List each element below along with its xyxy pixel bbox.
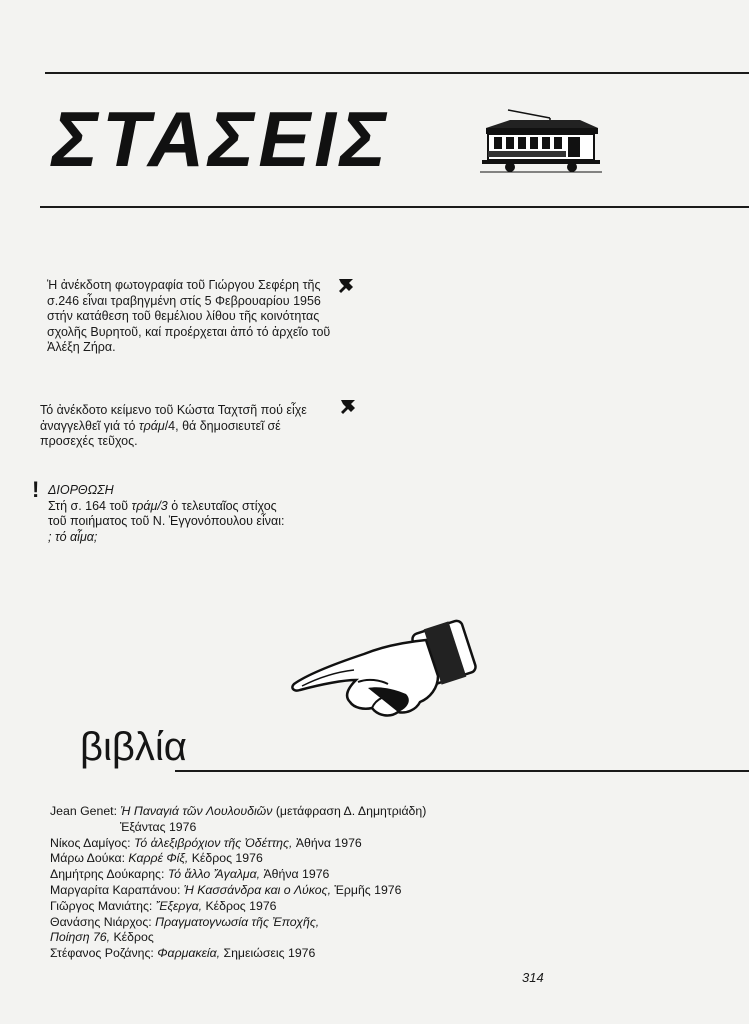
book-item: [50, 915, 570, 931]
book-item: [50, 930, 570, 946]
book-title: Πραγματογνωσία τῆς Ἐποχῆς,: [155, 914, 320, 929]
book-publisher: Κέδρος 1976: [202, 898, 277, 913]
exclamation-icon: !: [32, 477, 40, 502]
book-title: Ἡ Παναγιά τῶν Λουλουδιῶν: [120, 804, 273, 818]
book-author: Θανάσης Νιάρχος:: [50, 914, 156, 929]
note-text-journal: τράμ: [138, 418, 165, 433]
book-publisher: Ἑρμῆς 1976: [331, 882, 402, 897]
book-title: Ἡ Κασσάνδρα και ο Λύκος,: [183, 882, 332, 897]
book-item: [50, 851, 570, 867]
book-author: Μαργαρίτα Καραπάνου:: [50, 882, 184, 897]
book-author: Μάρω Δούκα:: [50, 851, 129, 866]
top-rule: [45, 72, 749, 74]
book-author: Νίκος Δαμίγος:: [50, 835, 135, 850]
book-item: [50, 883, 570, 899]
correction-line-1: [48, 499, 368, 515]
correction-line-1-start: Στή σ. 164 τοῦ: [48, 498, 132, 513]
books-heading: βιβλία: [80, 725, 187, 769]
correction-line-2: τοῦ ποιήματος τοῦ Ν. Ἐγγονόπουλου εἶναι:: [48, 514, 285, 529]
book-title: Ἔξεργα,: [155, 898, 203, 913]
note-photo: Ἡ ἀνέκδοτη φωτογραφία τοῦ Γιώργου Σεφέρη τῆς σ.246 εἶναι τραβηγμένη στίς 5 Φεβρουαρίου 1956 στήν κατάθεση τοῦ θεμέλιου λίθου τῆς κοινότητας σχολῆς Βυρητοῦ, καί προέρχεται ἀπό τό ἀρχεῖο τοῦ Ἀλέξη Ζήρα.: [47, 278, 331, 355]
correction-heading: ΔΙΟΡΘΩΣΗ: [48, 483, 114, 497]
book-author: Δημήτρης Δούκαρης:: [50, 867, 168, 882]
book-title: Τό ἄλλο Ἄγαλμα,: [167, 867, 261, 882]
pointing-hand-icon: [288, 618, 480, 722]
book-item: [50, 946, 570, 962]
correction-line-1-journal: τράμ/3: [131, 498, 168, 513]
book-author: Jean Genet:: [50, 804, 121, 818]
book-publisher: (μετάφραση Δ. Δημητριάδη): [272, 804, 427, 818]
arrow-mark-icon: [338, 397, 358, 417]
book-item: [50, 836, 570, 852]
section-rule: [40, 206, 749, 208]
book-title: Καρρέ Φίξ,: [128, 851, 189, 866]
book-item: [50, 804, 570, 820]
correction-line-3: ; τό αἷμα;: [48, 529, 98, 544]
book-title: Τό ἀλεξιβρόχιον τῆς Ὀδέττης,: [134, 835, 293, 850]
book-publisher: Ἀθήνα 1976: [292, 835, 362, 850]
book-item: [50, 899, 570, 915]
book-publisher: Ἐξάντας 1976: [120, 819, 197, 834]
arrow-mark-icon: [336, 276, 356, 296]
note-text-start: Τό ἀνέκδοτο κείμενο τοῦ Κώστα Ταχτσῆ πού εἶχε ἀναγγελθεῖ γιά τό: [40, 403, 307, 433]
book-item: [50, 867, 570, 883]
note-text: [40, 403, 330, 450]
correction-line-1-end: ὁ τελευταῖος στίχος: [167, 498, 277, 513]
page-number: 314: [522, 970, 544, 985]
book-item: [50, 820, 570, 836]
tram-icon: [480, 106, 602, 174]
page-title: ΣΤΑΣΕΙΣ: [52, 95, 391, 183]
book-publisher: Κέδρος: [110, 930, 154, 945]
book-publisher: Κέδρος 1976: [188, 851, 263, 866]
book-title: Φαρμακεία,: [157, 946, 221, 961]
note-text-end: /4, θά δημοσιευτεῖ σέ προσεχές τεῦχος.: [40, 418, 281, 449]
book-title: Ποίηση 76,: [50, 930, 111, 945]
books-rule: [175, 770, 749, 772]
book-publisher: Ἀθήνα 1976: [260, 867, 330, 882]
book-publisher: Σημειώσεις 1976: [220, 946, 316, 961]
book-author: Γιῶργος Μανιάτης:: [50, 898, 156, 913]
books-list: [50, 804, 570, 962]
book-author: Στέφανος Ροζάνης:: [50, 946, 158, 961]
